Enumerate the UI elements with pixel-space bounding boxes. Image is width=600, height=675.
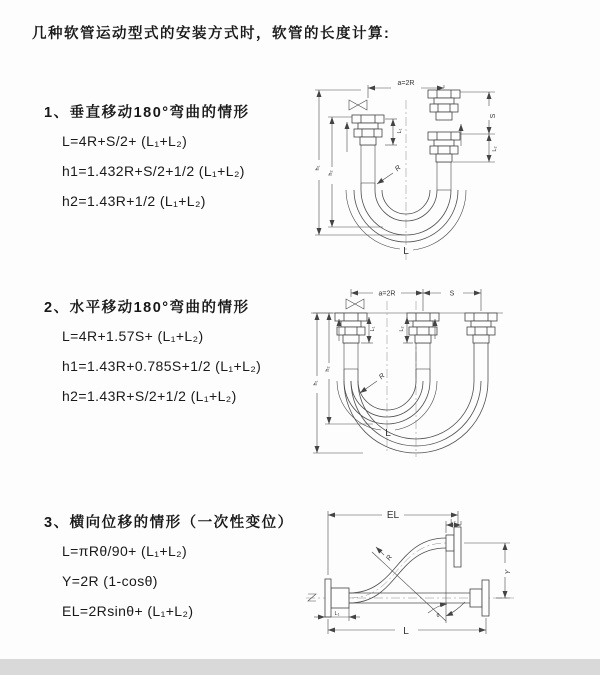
label-stroke: S bbox=[449, 290, 455, 298]
formula: Y=2R (1-cosθ) bbox=[62, 573, 158, 589]
label-y: Y bbox=[505, 569, 512, 575]
label-h2: h₂ bbox=[325, 366, 331, 372]
section-1-heading: 1、垂直移动180°弯曲的情形 bbox=[44, 105, 250, 121]
dimension-h1 bbox=[315, 90, 406, 235]
centerline-mark-icon bbox=[308, 594, 316, 601]
dimension-l1 bbox=[314, 608, 360, 621]
fitting-icon bbox=[335, 313, 367, 343]
section-2-heading: 2、水平移动180°弯曲的情形 bbox=[44, 300, 250, 316]
formula: h2=1.43R+1/2 (L₁+L₂) bbox=[62, 193, 206, 209]
label-h1: h₁ bbox=[313, 380, 319, 386]
label-l2: L₂ bbox=[492, 146, 498, 152]
dimension-el bbox=[328, 510, 458, 575]
label-span: a=2R bbox=[378, 290, 396, 298]
flange-icon bbox=[446, 527, 461, 567]
formula: h1=1.43R+0.785S+1/2 (L₁+L₂) bbox=[62, 358, 262, 374]
page-title: 几种软管运动型式的安装方式时，软管的长度计算: bbox=[32, 26, 391, 42]
label-l2: L₂ bbox=[450, 519, 456, 525]
label-el: EL bbox=[386, 510, 400, 521]
diagram-vertical-180-bend bbox=[303, 72, 513, 267]
label-length: L bbox=[403, 626, 409, 637]
label-length: L bbox=[403, 246, 409, 257]
formula: L=4R+S/2+ (L₁+L₂) bbox=[62, 133, 188, 149]
dimension-stroke bbox=[423, 291, 481, 298]
formula: h2=1.43R+S/2+1/2 (L₁+L₂) bbox=[62, 388, 237, 404]
formula: L=4R+1.57S+ (L₁+L₂) bbox=[62, 328, 204, 344]
formula: L=πRθ/90+ (L₁+L₂) bbox=[62, 543, 188, 559]
page-bottom-edge bbox=[0, 659, 600, 675]
valve-icon bbox=[346, 299, 364, 309]
braid-section bbox=[344, 343, 358, 369]
dimension-length bbox=[328, 618, 486, 637]
hose-s-curve-centerline bbox=[349, 543, 446, 598]
label-h2: h₂ bbox=[328, 170, 334, 176]
label-theta: θ bbox=[436, 613, 440, 619]
dimension-l1 bbox=[385, 119, 403, 145]
fitting-icon bbox=[407, 313, 439, 343]
radius-leader bbox=[360, 372, 386, 393]
fitting-icon bbox=[428, 90, 460, 120]
label-length: L bbox=[385, 428, 391, 439]
label-span: a=2R bbox=[397, 80, 415, 87]
label-l1: L₁ bbox=[370, 326, 376, 332]
valve-icon bbox=[349, 100, 367, 110]
fitting-icon bbox=[465, 313, 497, 343]
label-radius: R bbox=[385, 554, 394, 562]
dimension-stroke bbox=[460, 92, 497, 134]
label-radius: R bbox=[394, 164, 403, 174]
radius-leader bbox=[377, 164, 402, 184]
label-l1: L₁ bbox=[397, 128, 403, 134]
formula: EL=2Rsinθ+ (L₁+L₂) bbox=[62, 603, 194, 619]
section-3-heading: 3、横向位移的情形（一次性变位） bbox=[44, 515, 294, 531]
label-l1: L₁ bbox=[334, 611, 340, 617]
formula: h1=1.432R+S/2+1/2 (L₁+L₂) bbox=[62, 163, 245, 179]
fitting-icon bbox=[352, 115, 384, 145]
flange-icon bbox=[470, 580, 489, 616]
radius-leader bbox=[376, 547, 394, 562]
diagram-lateral-displacement bbox=[300, 505, 520, 640]
label-l2: L₂ bbox=[399, 326, 405, 332]
label-radius: R bbox=[378, 372, 387, 382]
fitting-icon bbox=[428, 132, 460, 162]
label-stroke: S bbox=[490, 113, 497, 119]
label-h1: h₁ bbox=[315, 165, 321, 171]
braid-section bbox=[437, 162, 451, 190]
braid-section bbox=[416, 343, 430, 369]
braid-section bbox=[361, 145, 375, 183]
diagram-horizontal-180-bend bbox=[303, 281, 518, 461]
